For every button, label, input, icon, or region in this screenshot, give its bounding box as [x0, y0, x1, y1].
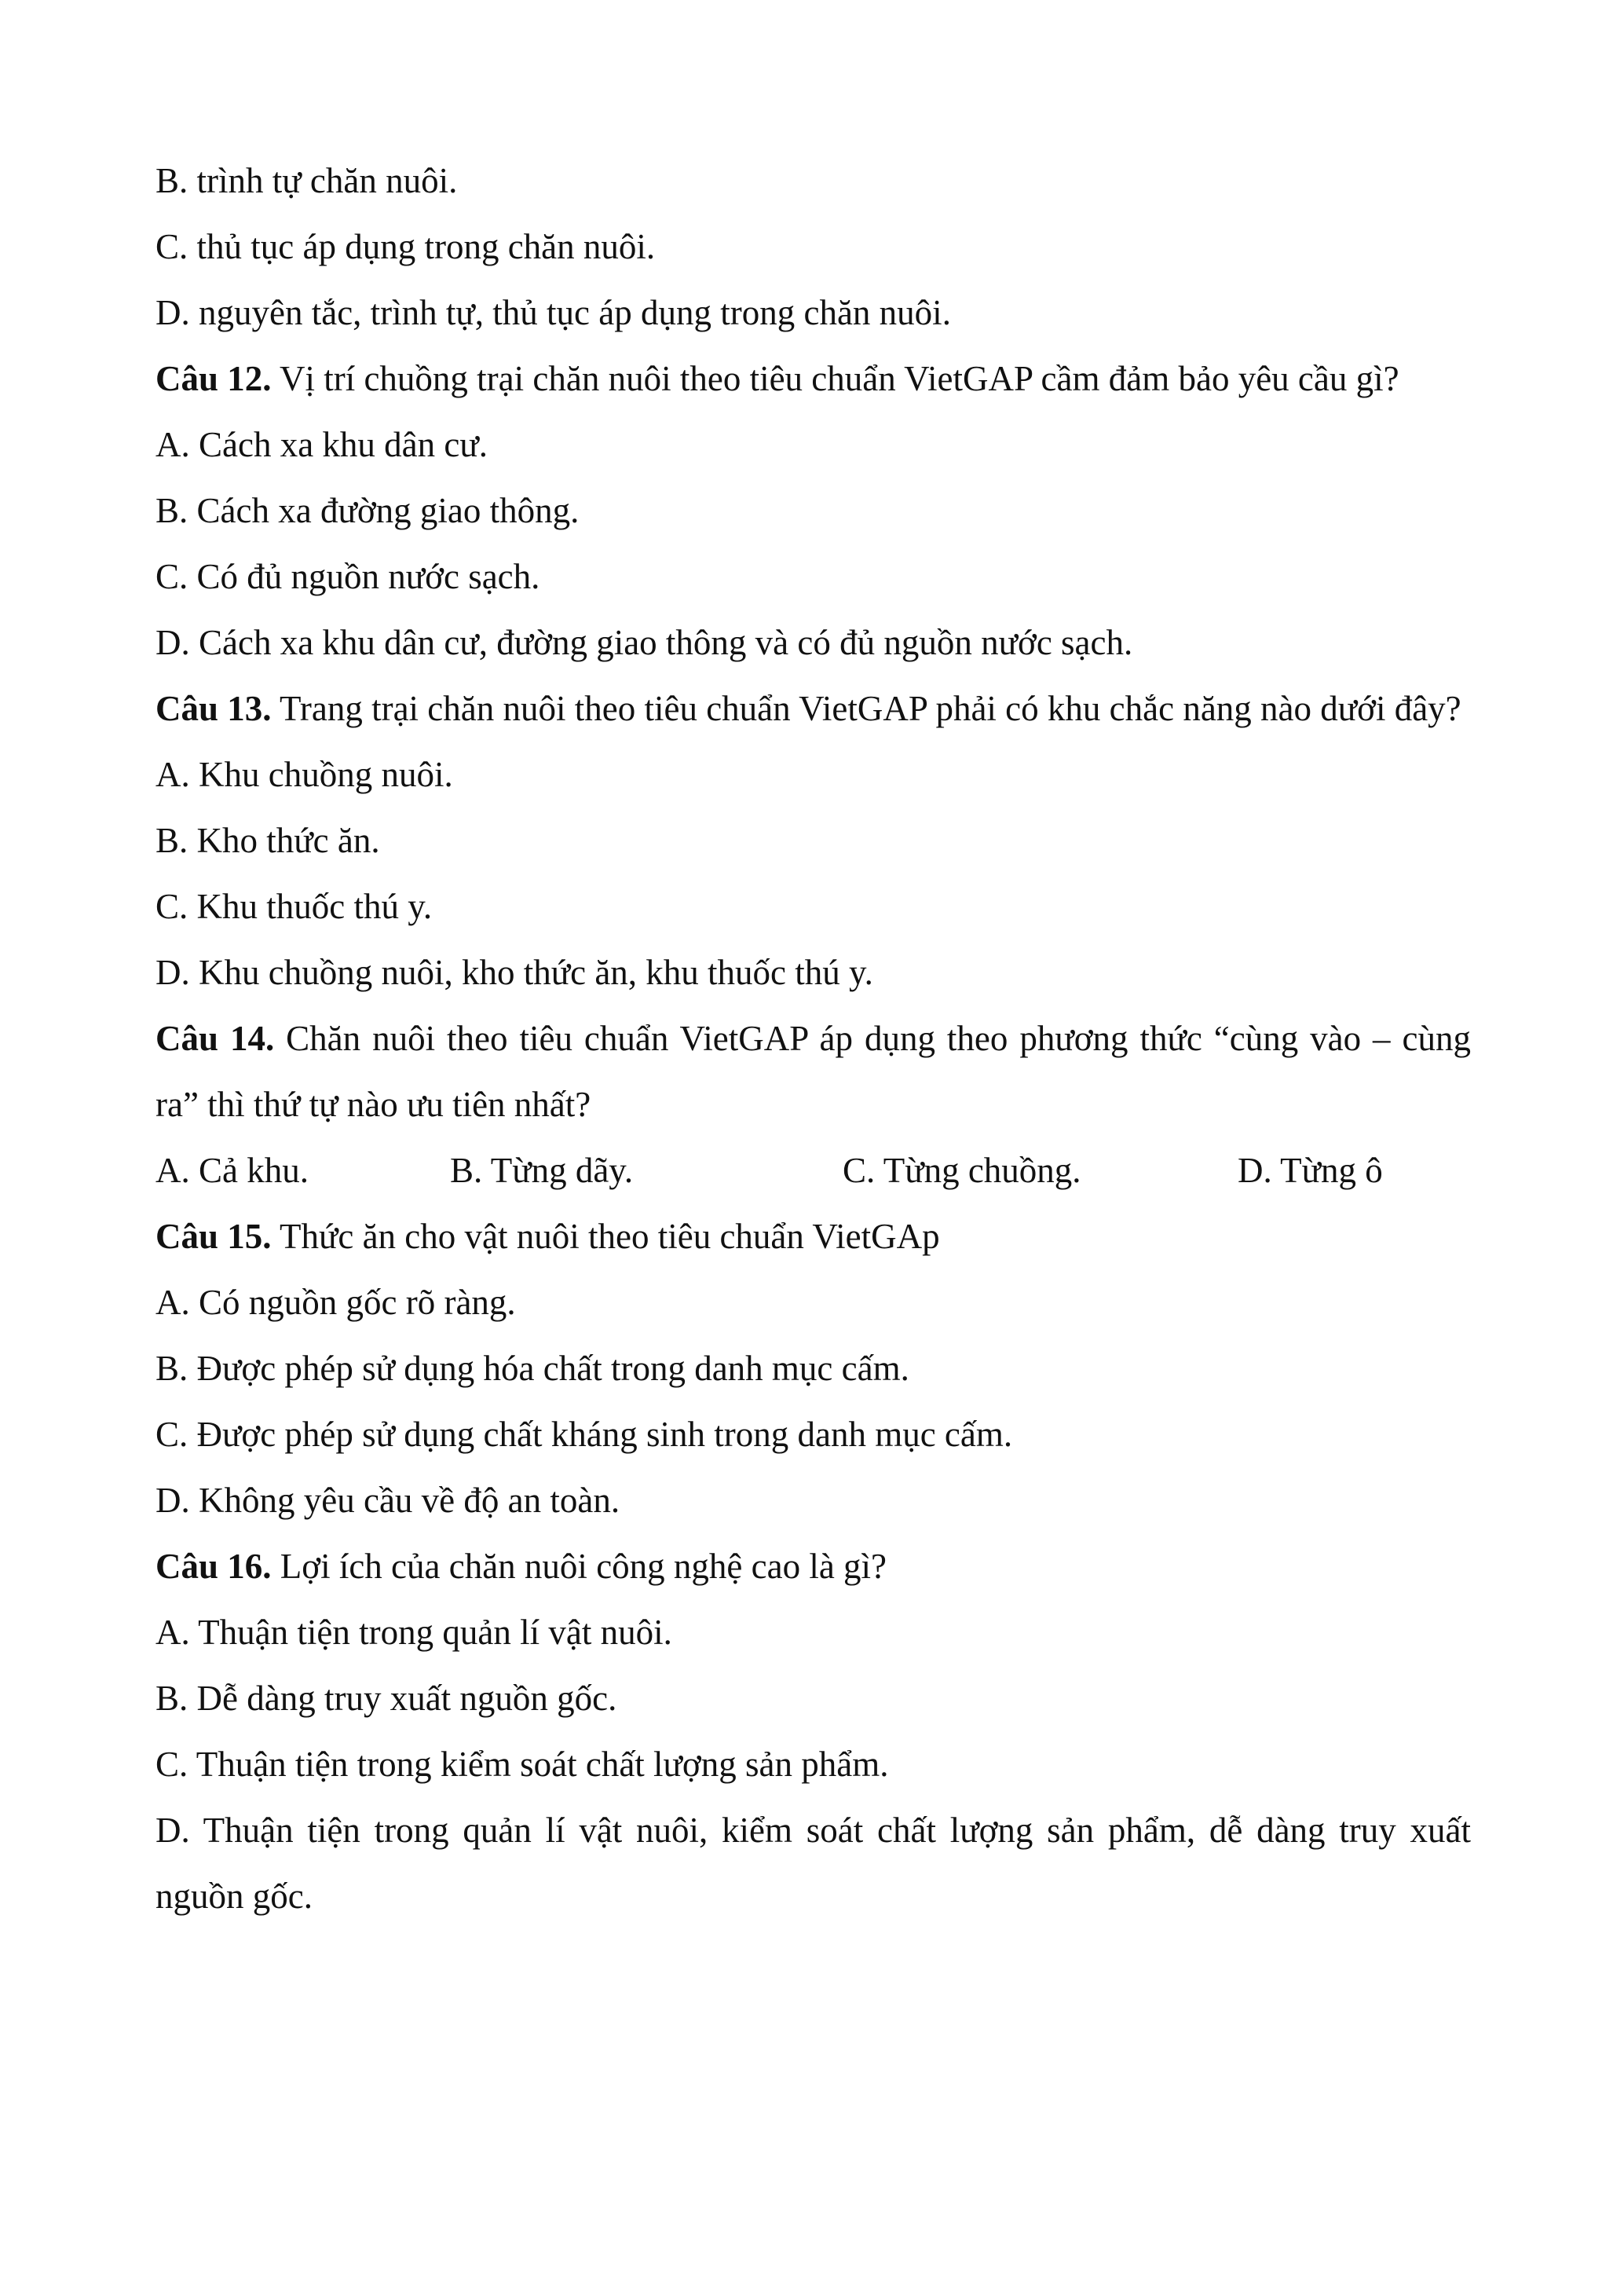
question-13-option-a: A. Khu chuồng nuôi. [155, 755, 453, 794]
question-12-option-c: C. Có đủ nguồn nước sạch. [155, 557, 540, 596]
question-14-option-a: A. Cả khu. [155, 1151, 309, 1190]
question-13-option-c: C. Khu thuốc thú y. [155, 887, 433, 926]
question-14-text: Chăn nuôi theo tiêu chuẩn VietGAP áp dụng theo phương thức “cùng vào – cùng ra” thì thứ tự nào ưu tiên nhất? [155, 1019, 1471, 1124]
question-14-option-b: B. Từng dãy. [450, 1151, 634, 1190]
document-page [155, 148, 1471, 1929]
question-16-option-d: D. Thuận tiện trong quản lí vật nuôi, kiểm soát chất lượng sản phẩm, dễ dàng truy xuất nguồn gốc. [155, 1811, 1471, 1916]
question-12-option-d: D. Cách xa khu dân cư, đường giao thông và có đủ nguồn nước sạch. [155, 623, 1133, 662]
question-15-option-c: C. Được phép sử dụng chất kháng sinh trong danh mục cấm. [155, 1415, 1013, 1454]
question-15 [155, 1203, 1471, 1269]
question-14-option-d: D. Từng ô [1238, 1151, 1383, 1190]
question-12-label: Câu 12. [155, 359, 272, 398]
question-15-label: Câu 15. [155, 1217, 272, 1256]
question-14-options-row [155, 1137, 1471, 1203]
question-15-text: Thức ăn cho vật nuôi theo tiêu chuẩn VietGAp [271, 1217, 940, 1256]
question-12-option-a: A. Cách xa khu dân cư. [155, 425, 488, 464]
question-13-label: Câu 13. [155, 689, 272, 728]
option-prev-c: C. thủ tục áp dụng trong chăn nuôi. [155, 227, 656, 266]
question-15-option-a: A. Có nguồn gốc rõ ràng. [155, 1283, 516, 1322]
question-14 [155, 1005, 1471, 1137]
question-12-text: Vị trí chuồng trại chăn nuôi theo tiêu chuẩn VietGAP cầm đảm bảo yêu cầu gì? [271, 359, 1399, 398]
question-14-label: Câu 14. [155, 1019, 275, 1058]
option-prev-b: B. trình tự chăn nuôi. [155, 161, 458, 200]
question-16 [155, 1533, 1471, 1599]
question-13-option-d: D. Khu chuồng nuôi, kho thức ăn, khu thuốc thú y. [155, 953, 873, 992]
question-15-option-d: D. Không yêu cầu về độ an toàn. [155, 1481, 620, 1520]
question-13-text: Trang trại chăn nuôi theo tiêu chuẩn VietGAP phải có khu chắc năng nào dưới đây? [271, 689, 1461, 728]
question-16-text: Lợi ích của chăn nuôi công nghệ cao là gì? [271, 1547, 887, 1586]
question-16-label: Câu 16. [155, 1547, 272, 1586]
question-14-option-c: C. Từng chuồng. [843, 1151, 1081, 1190]
question-12-option-b: B. Cách xa đường giao thông. [155, 491, 580, 530]
question-16-option-a: A. Thuận tiện trong quản lí vật nuôi. [155, 1613, 672, 1652]
question-13-option-b: B. Kho thức ăn. [155, 821, 380, 860]
question-16-option-b: B. Dễ dàng truy xuất nguồn gốc. [155, 1679, 617, 1718]
question-12 [155, 346, 1471, 412]
option-prev-d: D. nguyên tắc, trình tự, thủ tục áp dụng trong chăn nuôi. [155, 293, 951, 332]
question-15-option-b: B. Được phép sử dụng hóa chất trong danh mục cấm. [155, 1349, 909, 1388]
question-13 [155, 676, 1471, 742]
question-16-option-c: C. Thuận tiện trong kiểm soát chất lượng sản phẩm. [155, 1745, 889, 1784]
